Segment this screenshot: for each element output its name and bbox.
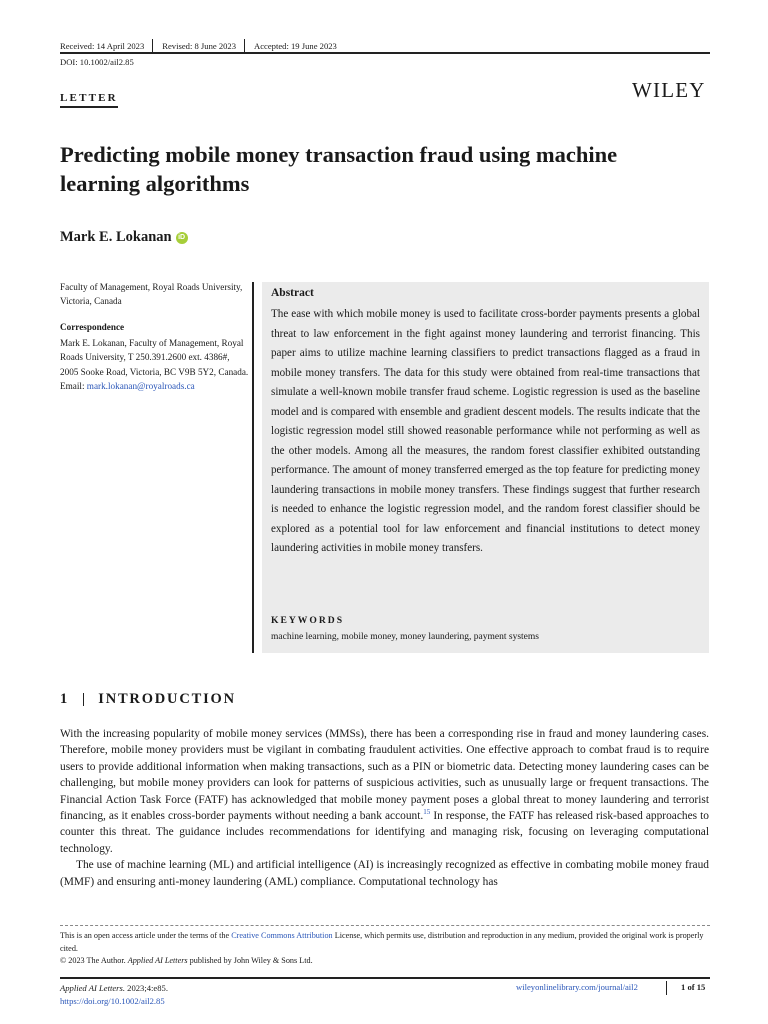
page-number: 1 of 15 <box>681 982 706 992</box>
reference-link[interactable]: 15 <box>423 808 431 817</box>
license-link[interactable]: Creative Commons Attribution <box>231 931 333 940</box>
correspondence-heading: Correspondence <box>60 322 125 332</box>
journal-site-link[interactable]: wileyonlinelibrary.com/journal/ail2 <box>516 982 638 992</box>
section-number: 1 <box>60 691 68 707</box>
journal-name: Applied AI Letters. <box>60 983 126 993</box>
keywords: machine learning, mobile money, money laundering, payment systems <box>271 632 539 642</box>
abstract-text: The ease with which mobile money is used to facilitate cross-border payments presents a global threat to law enforcement in the fight against money laundering and terrorist financing. This paper aims to utilize machine learning classifiers to predict transactions flagged as a fraud in mobile money transfers. The data for this study were obtained from real-time transactions that simulate a well-known mobile transfer fraud scheme. Logistic regression is used as the baseline model and is compared with ensemble and gradient descent models. The results indicate that the logistic regression model still showed reasonable performance while not performing as well as the other models. Among all the measures, the random forest classifier exhibited outstanding performance. The amount of money transferred emerged as the top feature for predicting money laundering transactions in mobile money transfers. These findings suggest that further research is needed to enhance the logistic regression model, and the random forest classifier should be explored as a potential tool for law enforcement and financial institutions to detect money laundering activities in mobile money transfers. <box>271 308 700 554</box>
author-name[interactable]: Mark E. Lokanan <box>60 229 172 245</box>
footer-rule <box>60 977 710 979</box>
footnote <box>60 930 710 968</box>
copyright-text: © 2023 The Author. <box>60 956 128 966</box>
journal-citation <box>60 982 168 1008</box>
correspondence-text: Mark E. Lokanan, Faculty of Management, Royal Roads University, T 250.391.2600 ext. 4386#, 2005 Sooke Road, Victoria, BC V9B 5Y2, Canada. <box>60 338 249 377</box>
doi-link[interactable]: https://doi.org/10.1002/ail2.85 <box>60 996 165 1006</box>
publisher-logo: WILEY <box>632 78 706 102</box>
accepted-date: Accepted: 19 June 2023 <box>254 40 337 51</box>
doi: DOI: 10.1002/ail2.85 <box>60 57 134 67</box>
introduction-body <box>60 726 709 890</box>
section-title: INTRODUCTION <box>98 691 236 707</box>
open-access-notice <box>60 930 710 955</box>
paper-title-line-1: Predicting mobile money transaction fraud using machine <box>60 142 618 167</box>
open-access-text: This is an open access article under the terms of the <box>60 931 232 940</box>
paragraph: The use of machine learning (ML) and artificial intelligence (AI) is increasingly recognized as effective in combating mobile money fraud (MMF) and ensuring anti-money laundering (AML) compliance. Computational technology has <box>60 859 709 888</box>
email-label: Email: <box>60 380 87 391</box>
paper-title <box>60 140 720 198</box>
date-divider <box>244 39 245 52</box>
author <box>60 229 188 246</box>
page-divider <box>666 981 667 995</box>
copyright-text: published by John Wiley & Sons Ltd. <box>187 956 313 966</box>
affiliation: Faculty of Management, Royal Roads University, Victoria, Canada <box>60 282 243 307</box>
copyright-notice <box>60 955 710 968</box>
paragraph-text: With the increasing popularity of mobile money services (MMSs), there has been a corresponding rise in fraud and money laundering cases. Therefore, mobile money providers must be vigilant in combating fraudulent activities. One effective approach to combat fraud is to require users to provide additional information when making transactions, such as a PIN or biometric data. Detecting money laundering cases can be challenging, but mobile money providers can look for patterns of suspicious activities, such as unusually large or frequent transactions. The Financial Action Task Force (FATF) has acknowledged that mobile money payment poses a global threat to money laundering and terrorist financing, as it enables cross-border payments without needing a bank account. <box>60 728 709 823</box>
footnote-divider <box>60 925 710 926</box>
copyright-journal: Applied AI Letters <box>127 956 188 966</box>
date-divider <box>152 39 153 52</box>
paragraph-text: In response, the FATF has released risk-based approaches to counter this threat. The guidance includes recommendations for identifying and managing risk, focusing on leveraging computational technology. <box>60 810 709 855</box>
correspondence-details <box>60 336 250 393</box>
abstract-divider <box>252 282 254 653</box>
received-date: Received: 14 April 2023 <box>60 40 145 51</box>
section-heading <box>60 691 236 708</box>
paper-title-line-2: learning algorithms <box>60 171 250 196</box>
keywords-heading: KEYWORDS <box>271 615 345 626</box>
header-rule <box>60 52 710 54</box>
article-type-underline <box>60 106 118 108</box>
email-link[interactable]: mark.lokanan@royalroads.ca <box>86 380 195 391</box>
article-type: LETTER <box>60 92 118 104</box>
open-access-text: License, which permits use, distribution and reproduction in any medium, provided the original work is properly cited. <box>60 931 704 953</box>
section-divider <box>83 693 84 706</box>
paragraph <box>60 726 709 857</box>
article-dates <box>60 39 345 52</box>
abstract-heading: Abstract <box>271 287 314 299</box>
journal-issue: 2023;4:e85. <box>125 983 168 993</box>
revised-date: Revised: 8 June 2023 <box>162 40 237 51</box>
orcid-icon[interactable]: iD <box>176 232 188 244</box>
